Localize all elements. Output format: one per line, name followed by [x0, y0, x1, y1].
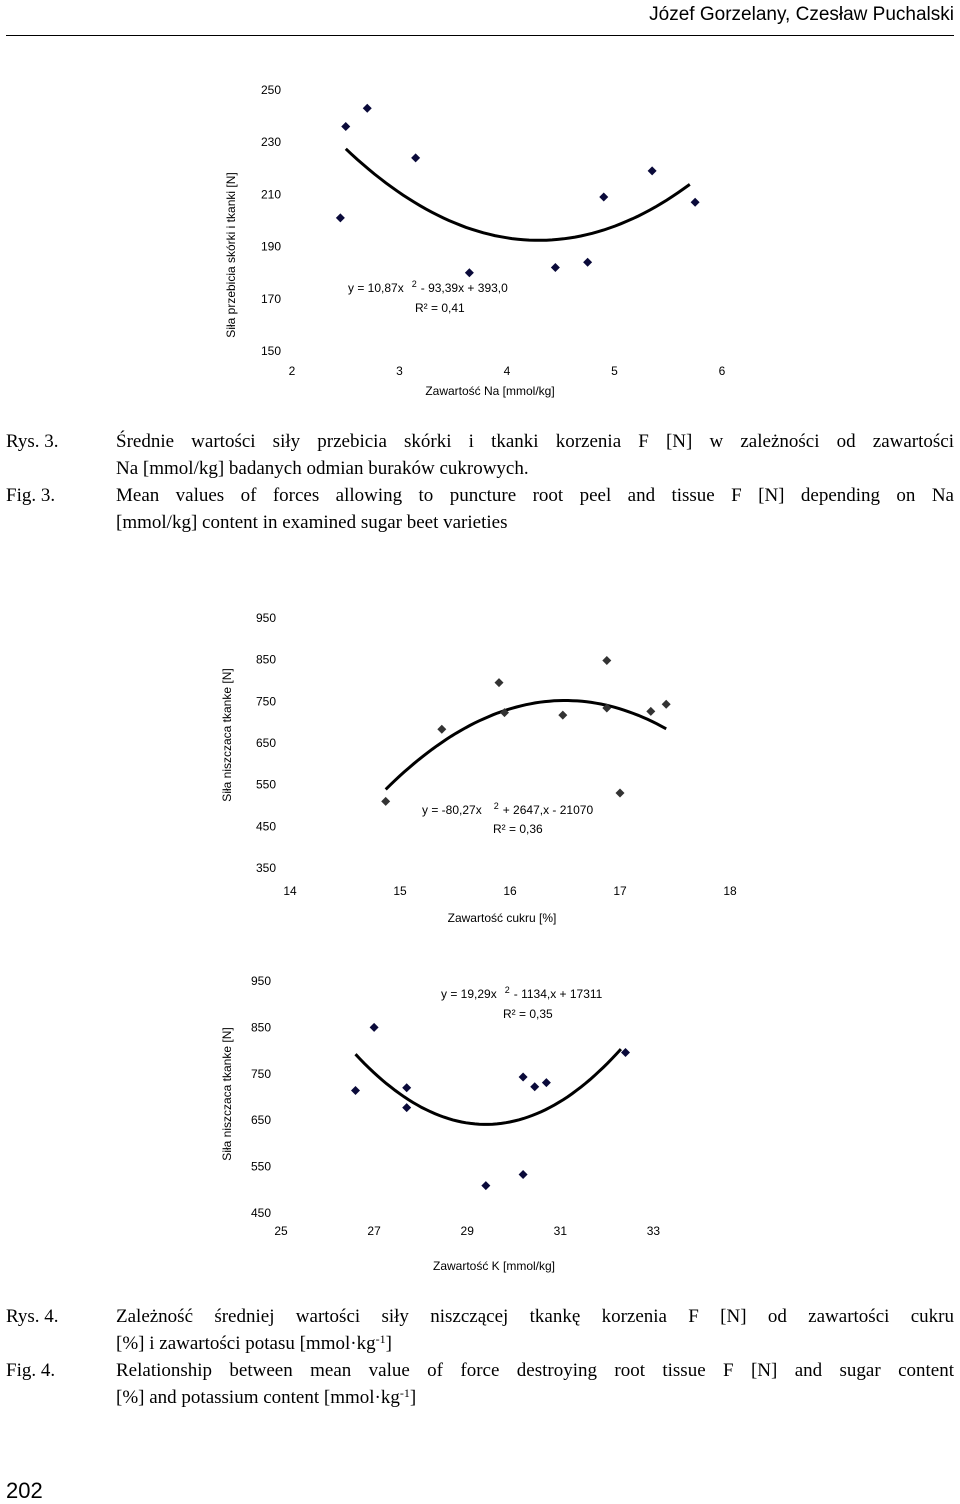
x-tick-label: 33 — [646, 1224, 661, 1238]
x-axis-label: Zawartość cukru [%] — [447, 911, 557, 925]
x-tick-labels — [289, 364, 726, 378]
y-tick-label: 250 — [260, 83, 281, 97]
data-point — [381, 797, 390, 806]
x-tick-label: 6 — [718, 364, 726, 378]
y-tick-label: 450 — [255, 819, 276, 834]
y-tick-label: 550 — [255, 777, 276, 792]
header-rule — [6, 35, 954, 36]
data-point — [648, 166, 657, 175]
regression-equation: y = -80,27x $^2$ + 2647,x - 21070 — [422, 801, 594, 817]
figure-3-en-label: Fig. 3. — [6, 485, 56, 506]
figure-4-pl-line2: [%] i zawartości potasu $[mmol\cdot kg^{-1}]$ — [116, 1332, 392, 1354]
x-tick-label: 4 — [503, 364, 511, 378]
x-tick-label: 31 — [553, 1224, 568, 1238]
figure-4-en-label: Fig. 4. — [6, 1360, 56, 1381]
figure-3-en-line2: [mmol/kg] content in examined sugar beet varieties — [116, 512, 508, 533]
y-tick-label: 190 — [260, 239, 281, 254]
data-points — [381, 656, 671, 806]
figure-4-pl-label: Rys. 4. — [6, 1306, 59, 1327]
x-tick-label: 16 — [503, 884, 517, 898]
data-point — [370, 1023, 379, 1032]
running-header: Józef Gorzelany, Czesław Puchalski — [649, 4, 954, 25]
y-tick-label: 750 — [255, 694, 276, 709]
x-tick-labels — [274, 1224, 660, 1238]
y-tick-label: 150 — [260, 344, 281, 358]
data-point — [402, 1103, 411, 1112]
x-tick-label: 27 — [367, 1224, 381, 1238]
figure-3-en-line1: Mean values of forces allowing to puncture root peel and tissue F [N] depending on Na — [116, 485, 954, 506]
x-tick-label: 17 — [613, 884, 627, 898]
y-tick-label: 950 — [255, 611, 276, 625]
page-number: 202 — [6, 1478, 43, 1503]
r-squared: R² = 0,36 — [493, 822, 543, 836]
y-tick-label: 850 — [250, 1020, 271, 1035]
y-tick-labels — [256, 611, 276, 875]
y-tick-labels — [261, 83, 281, 358]
x-tick-label: 5 — [611, 364, 618, 378]
chart-sugar-content — [0, 598, 960, 938]
y-tick-label: 650 — [250, 1113, 271, 1128]
data-point — [519, 1170, 528, 1179]
figure-3-caption — [116, 428, 954, 536]
figure-3-pl-label: Rys. 3. — [6, 431, 59, 452]
y-tick-label: 850 — [255, 652, 276, 667]
data-point — [551, 263, 560, 272]
figure-3-pl-line2: Na [mmol/kg] badanych odmian buraków cukrowych. — [116, 458, 529, 479]
data-point — [646, 707, 655, 716]
data-point — [437, 725, 446, 734]
x-axis-label: Zawartość K [mmol/kg] — [432, 1259, 556, 1273]
regression-equation: y = 10,87x $^2$ - 93,39x + 393,0 — [348, 279, 508, 295]
regression-equation: y = 19,29x $^2$ - 1134,x + 17311 — [441, 985, 603, 1001]
data-point — [691, 198, 700, 207]
figure-4-caption — [116, 1303, 954, 1411]
figure-3-pl-line1: Średnie wartości siły przebicia skórki i tkanki korzenia F [N] w zależności od zawartości — [116, 431, 954, 452]
y-tick-label: 230 — [260, 135, 281, 150]
data-point — [465, 268, 474, 277]
data-point — [495, 678, 504, 687]
trend-line — [356, 1049, 621, 1124]
y-tick-label: 650 — [255, 736, 276, 750]
y-tick-label: 210 — [260, 187, 281, 202]
x-axis-label: Zawartość Na [mmol/kg] — [425, 384, 555, 398]
data-point — [336, 213, 345, 222]
data-point — [519, 1073, 528, 1082]
y-axis-label: Siła przebicia skórki i tkanki [N] — [224, 172, 238, 338]
trend-line — [386, 701, 667, 790]
y-axis-label: Siła niszczaca tkanke [N] — [220, 1027, 234, 1161]
data-point — [402, 1083, 411, 1092]
x-tick-label: 14 — [283, 884, 297, 898]
chart-sodium-puncture-force — [0, 80, 960, 410]
data-point — [530, 1082, 539, 1091]
figure-4-label — [6, 1303, 86, 1384]
y-tick-label: 350 — [255, 861, 276, 875]
x-tick-label: 15 — [393, 884, 407, 898]
figure-3-label — [6, 428, 86, 509]
data-point — [411, 153, 420, 162]
x-tick-labels — [283, 884, 737, 898]
x-tick-label: 29 — [460, 1224, 474, 1238]
figure-4-en-line1: Relationship between mean value of force destroying root tissue F [N] and sugar content — [116, 1360, 954, 1381]
data-point — [363, 104, 372, 113]
chart-potassium-content — [0, 960, 960, 1280]
data-point — [662, 700, 671, 709]
data-points — [336, 104, 700, 277]
y-tick-label: 170 — [260, 291, 281, 306]
data-point — [616, 789, 625, 798]
x-tick-label: 3 — [396, 364, 403, 378]
y-tick-label: 950 — [250, 974, 271, 988]
trend-line — [346, 149, 690, 241]
data-point — [481, 1181, 490, 1190]
data-point — [599, 193, 608, 202]
y-tick-label: 550 — [250, 1159, 271, 1174]
data-point — [602, 656, 611, 665]
figure-4-en-line2: [%] and potassium content $[mmol\cdot kg^{-1}]$ — [116, 1386, 417, 1408]
y-tick-label: 450 — [250, 1206, 271, 1220]
data-point — [351, 1086, 360, 1095]
x-tick-label: 18 — [723, 884, 737, 898]
data-point — [558, 711, 567, 720]
r-squared: R² = 0,41 — [415, 301, 465, 315]
data-point — [542, 1078, 551, 1087]
figure-4-pl-line1: Zależność średniej wartości siły niszczącej tkankę korzenia F [N] od zawartości cukru — [116, 1306, 954, 1327]
y-tick-label: 750 — [250, 1066, 271, 1081]
x-tick-label: 2 — [288, 364, 296, 378]
data-point — [341, 122, 350, 131]
data-point — [583, 258, 592, 267]
y-tick-labels — [251, 974, 271, 1220]
data-points — [351, 1023, 630, 1190]
data-point — [621, 1048, 630, 1057]
r-squared: R² = 0,35 — [503, 1007, 553, 1021]
x-tick-label: 25 — [274, 1224, 288, 1238]
y-axis-label: Siła niszczaca tkanke [N] — [220, 668, 234, 802]
